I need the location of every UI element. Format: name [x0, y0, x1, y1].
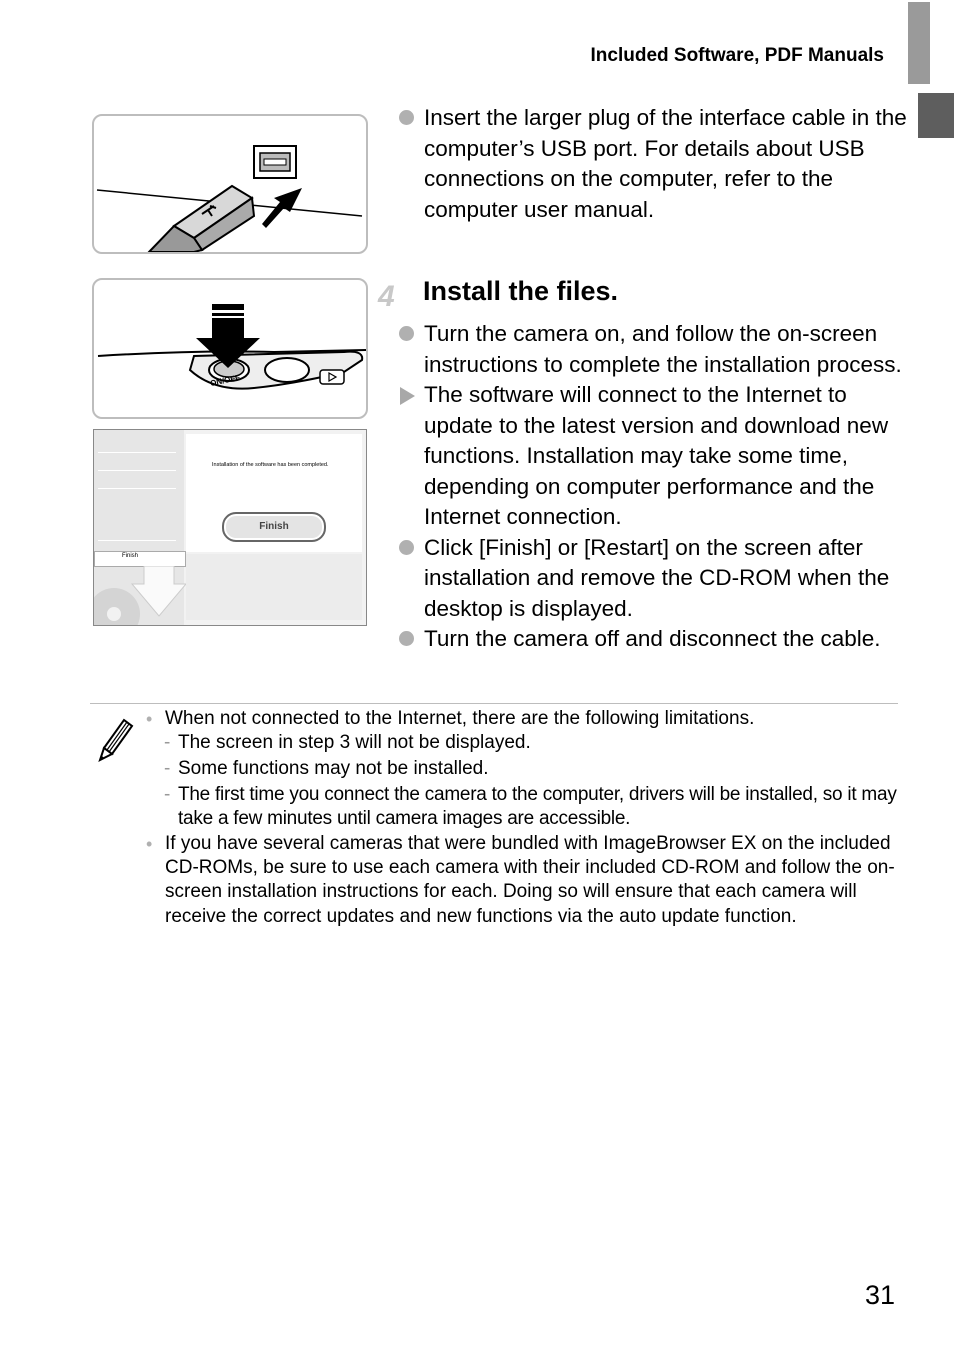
note-text: If you have several cameras that were bundled with ImageBrowser EX on the included CD-ROMs, be sure to use each camera with their included CD-ROM and follow the on-screen installation instructions for each. Doing so will ensure that each camera will receive the correct updates and new functions via the auto update function. [165, 833, 895, 927]
circle-bullet-icon [399, 631, 414, 646]
finish-button-label: Finish [259, 521, 289, 532]
list-item-text: The software will connect to the Internet to update to the latest version and download new functions. Installation may take some time, depending on computer performance and the Internet connection. [424, 382, 889, 529]
section-divider [90, 703, 898, 704]
section-tab [918, 93, 954, 138]
list-item-text: Click [Finish] or [Restart] on the screen after installation and remove the CD-ROM when the desktop is displayed. [424, 534, 890, 621]
on-off-label: ON/OFF [209, 372, 241, 389]
page-header: Included Software, PDF Manuals [590, 45, 884, 66]
note-section [140, 707, 900, 929]
note-subitem-text: Some functions may not be installed. [178, 758, 489, 780]
list-item [398, 533, 908, 625]
note-subitem [140, 757, 900, 781]
list-item [398, 319, 908, 380]
installer-screen-illustration [93, 429, 367, 626]
list-item [398, 380, 908, 533]
bullet-dot-icon: • [146, 834, 153, 855]
installer-complete-message: Installation of the software has been completed. [212, 462, 329, 468]
note-subitem [140, 731, 900, 755]
note-subitem-text: The first time you connect the camera to the computer, drivers will be installed, so it may take a few minutes until camera images are accessible. [178, 783, 897, 829]
bullet-dot-icon: • [146, 709, 153, 729]
step-title: Install the files. [423, 276, 619, 306]
triangle-bullet-icon [400, 387, 415, 405]
note-subitem-text: The screen in step 3 will not be displayed. [178, 732, 531, 754]
circle-bullet-icon [399, 540, 414, 555]
list-item [398, 624, 908, 655]
installer-sidebar [94, 430, 184, 625]
note-item [140, 832, 900, 929]
circle-bullet-icon [399, 326, 414, 341]
note-text: When not connected to the Internet, there are the following limitations. [165, 708, 755, 729]
dash-icon: - [164, 783, 171, 805]
camera-power-button-illustration [92, 278, 368, 419]
finish-button[interactable] [222, 512, 326, 542]
pencil-icon [96, 714, 136, 769]
list-item-text: Turn the camera on, and follow the on-screen instructions to complete the installation process. [424, 321, 902, 377]
chapter-tab [908, 2, 930, 84]
usb-instruction-item [398, 103, 908, 225]
page-number: 31 [865, 1280, 896, 1310]
note-subitem [140, 783, 900, 831]
sidebar-finish-label: Finish [122, 553, 139, 559]
step-number: 4 [378, 280, 395, 313]
usb-instructions [398, 103, 908, 225]
usb-plug-illustration [92, 114, 368, 254]
circle-bullet-icon [399, 110, 414, 125]
usb-instruction-text: Insert the larger plug of the interface cable in the computer’s USB port. For details about USB connections on the computer, refer to the computer user manual. [424, 105, 907, 222]
step4-list [398, 319, 908, 655]
list-item-text: Turn the camera off and disconnect the cable. [424, 626, 881, 651]
dash-icon: - [164, 732, 171, 754]
note-item [140, 707, 900, 731]
dash-icon: - [164, 758, 171, 780]
